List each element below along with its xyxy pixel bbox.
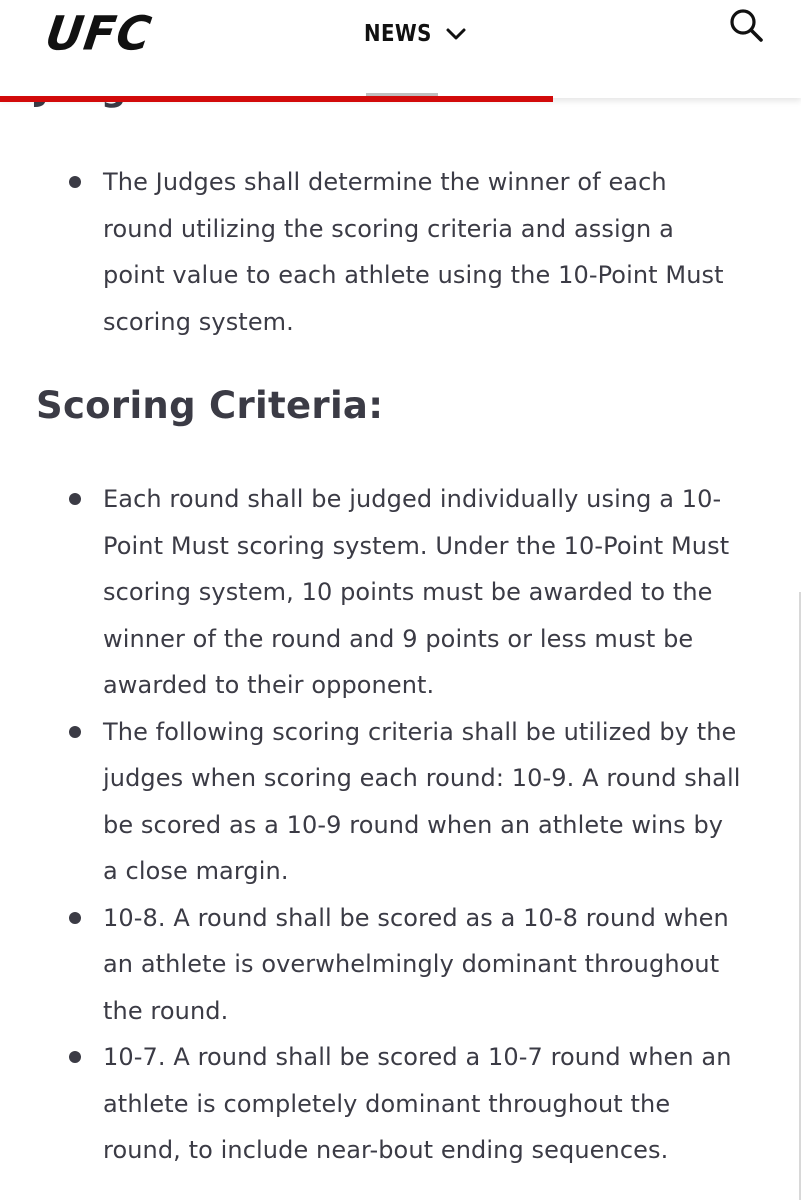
nav-news-menu[interactable] (364, 14, 467, 54)
reading-progress-bar (0, 96, 801, 102)
list-item-text: 10-7. A round shall be scored a 10-7 round when an athlete is completely dominant throughout the round, to include near-bout ending sequences. (103, 1043, 732, 1164)
bullet (69, 1051, 81, 1063)
reading-progress-fill (0, 96, 553, 102)
scoring-criteria-list (0, 476, 801, 1174)
bullet (69, 176, 81, 188)
logo-text: UFC (42, 5, 156, 61)
list-item-text: Each round shall be judged individually using a 10-Point Must scoring system. Under the 10-Point Must scoring system, 10 points must be awarded to the winner of the round and 9 points or less must be awarded to their opponent. (103, 485, 730, 699)
nav-news-label: NEWS (364, 21, 432, 47)
list-item-text: The Judges shall determine the winner of each round utilizing the scoring criteria and assign a point value to each athlete using the 10-Point Must scoring system. (103, 168, 724, 336)
list-item-text: 10-8. A round shall be scored as a 10-8 round when an athlete is overwhelmingly dominant throughout the round. (103, 903, 729, 1025)
list-item (0, 476, 801, 709)
ufc-logo[interactable] (42, 5, 166, 61)
judges-list (0, 159, 801, 345)
site-header (0, 0, 801, 98)
bullet (69, 912, 81, 924)
list-item (0, 895, 801, 1035)
list-item (0, 159, 801, 345)
list-item (0, 709, 801, 895)
section-title-scoring-criteria: Scoring Criteria: (36, 384, 384, 427)
chevron-down-icon (445, 27, 467, 41)
search-icon[interactable] (728, 7, 764, 43)
bullet (69, 493, 81, 505)
bullet (69, 726, 81, 738)
list-item-text: The following scoring criteria shall be utilized by the judges when scoring each round: 10-9. A round shall be scored as a 10-9 round when an athlete wins by a close margin. (103, 717, 741, 885)
list-item (0, 1034, 801, 1174)
